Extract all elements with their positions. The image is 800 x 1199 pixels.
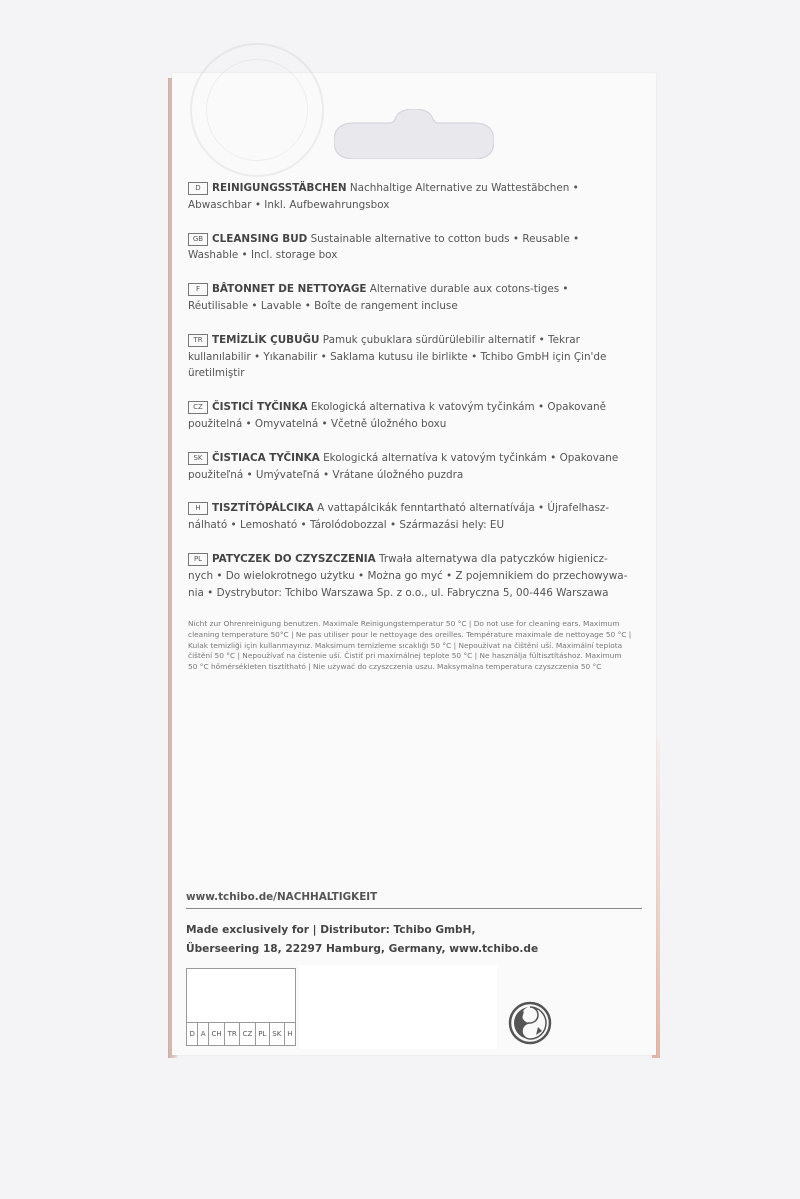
- entry-text: Alternative durable aux cotons-tiges •: [369, 283, 569, 296]
- country-code: D: [187, 1023, 198, 1045]
- entry-text: kullanılabilir • Yıkanabilir • Saklama kutusu ile birlikte • Tchibo GmbH için Çin'de: [188, 350, 607, 363]
- entry-text: použitelná • Omyvatelná • Včetně úložného boxu: [188, 417, 447, 430]
- entry-title: REINIGUNGSSTÄBCHEN: [212, 182, 347, 194]
- language-code: TR: [188, 334, 208, 347]
- product-descriptions: [188, 180, 644, 618]
- entry-text: nych • Do wielokrotnego użytku • Można go myć • Z pojemnikiem do przechowywa-: [188, 569, 628, 582]
- entry-text: Ekologická alternatíva k vatovým tyčinkám • Opakovane: [323, 451, 619, 464]
- language-code: PL: [188, 553, 208, 566]
- entry-title: PATYCZEK DO CZYSZCZENIA: [212, 552, 376, 565]
- entry-text: použiteľná • Umývateľná • Vrátane úložného puzdra: [188, 468, 464, 481]
- entry-cz: [188, 399, 644, 433]
- blank-label-area: [299, 965, 497, 1049]
- language-code: GB: [188, 233, 208, 246]
- entry-f: [188, 281, 644, 315]
- entry-text: Abwaschbar • Inkl. Aufbewahrungsbox: [188, 198, 390, 211]
- entry-text: üretilmiştir: [188, 367, 245, 380]
- country-code-grid: [187, 1022, 295, 1045]
- entry-text: A vattapálcikák fenntartható alternatívája • Újrafelhasz-: [317, 502, 610, 515]
- warning-line: 50 °C hőmérsékleten tisztítható | Nie używać do czyszczenia uszu. Maksymalna temperatura czyszczenia 50 °C: [188, 662, 602, 672]
- entry-text: Réutilisable • Lavable • Boîte de rangement incluse: [188, 299, 458, 312]
- usage-warning: [188, 619, 644, 673]
- entry-title: ČISTICÍ TYČINKA: [212, 401, 308, 414]
- entry-text: Trwała alternatywa dla patyczków higienicz-: [379, 552, 608, 565]
- warning-line: Nicht zur Ohrenreinigung benutzen. Maximale Reinigungstemperatur 50 °C | Do not use for cleaning ears. Maximum: [188, 619, 620, 628]
- warning-line: čištění 50 °C | Nepoužívať na čistenie uší. Čistiť pri maximálnej teplote 50 °C | Ne használja fültisztításhoz. Maximum: [188, 651, 622, 661]
- entry-title: BÂTONNET DE NETTOYAGE: [212, 283, 367, 296]
- entry-title: TISZTÍTÓPÁLCIKA: [212, 502, 314, 515]
- distributor-line: Überseering 18, 22297 Hamburg, Germany, www.tchibo.de: [186, 943, 539, 955]
- divider: [186, 908, 642, 909]
- entry-title: ČISTIACA TYČINKA: [212, 451, 320, 464]
- language-code: SK: [188, 452, 208, 465]
- entry-h: [188, 500, 644, 534]
- entry-tr: [188, 332, 644, 382]
- distributor-info: [186, 921, 538, 959]
- warning-line: cleaning temperature 50°C | Ne pas utiliser pour le nettoyage des oreilles. Température maximale de nettoyage 50 °C |: [188, 629, 632, 639]
- country-code: CH: [209, 1023, 225, 1045]
- entry-gb: [188, 231, 644, 265]
- warning-line: Kulak temizliği için kullanmayınız. Maksimum temizleme sıcaklığı 50 °C | Nepoužívat na čištění uší. Maximální teplota: [188, 640, 623, 650]
- entry-title: TEMİZLİK ÇUBUĞU: [212, 333, 320, 346]
- entry-pl: [188, 551, 644, 601]
- certification-stamp-icon: [190, 43, 324, 177]
- language-code: F: [188, 283, 208, 296]
- entry-text: Sustainable alternative to cotton buds • Reusable •: [310, 232, 580, 245]
- entry-text: nálható • Lemosható • Tárolódobozzal • Származási hely: EU: [188, 519, 505, 532]
- distributor-line: Made exclusively for | Distributor: Tchibo GmbH,: [186, 924, 476, 936]
- sustainability-website: www.tchibo.de/NACHHALTIGKEIT: [186, 891, 378, 903]
- country-code: TR: [225, 1023, 240, 1045]
- entry-text: Washable • Incl. storage box: [188, 249, 338, 262]
- entry-d: [188, 180, 644, 214]
- entry-sk: [188, 450, 644, 484]
- country-code: A: [198, 1023, 209, 1045]
- language-code: D: [188, 182, 208, 195]
- entry-title: CLEANSING BUD: [212, 232, 308, 245]
- hang-hole-icon: [334, 109, 494, 159]
- country-code: SK: [270, 1023, 285, 1045]
- country-code-box: [186, 968, 296, 1046]
- country-code: H: [287, 1030, 293, 1038]
- entry-text: Ekologická alternativa k vatovým tyčinkám • Opakovaně: [310, 401, 607, 414]
- entry-text: Pamuk çubuklara sürdürülebilir alternatif • Tekrar: [322, 333, 580, 346]
- green-dot-recycling-icon: [508, 1001, 552, 1045]
- language-code: H: [188, 502, 208, 515]
- country-code: CZ: [240, 1023, 256, 1045]
- entry-text: nia • Dystrybutor: Tchibo Warszawa Sp. z o.o., ul. Fabryczna 5, 00-446 Warszawa: [188, 586, 609, 599]
- country-code: PL: [256, 1023, 270, 1045]
- entry-text: Nachhaltige Alternative zu Wattestäbchen •: [349, 182, 579, 194]
- language-code: CZ: [188, 401, 208, 414]
- packaging-card-back: [172, 73, 656, 1055]
